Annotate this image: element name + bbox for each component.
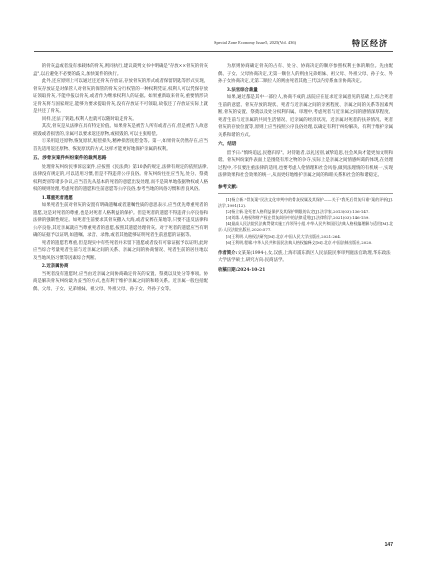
paragraph: 当死者没有遗愿时,应当由近亲属之间协商确定骨灰的安置、祭奠以及处分等事项。协商是解决骨灰纠纷最为妥当的方式,也有利于维护亲属之间的和睦关系。近亲属一般包括配偶、父母、子女、兄弟姐妹、祖父母、外祖父母、孙子女、外孙子女等。 <box>33 271 208 292</box>
subsection-heading-two: 2.近亲属协商 <box>41 264 69 269</box>
subsection-heading-one: 1.尊重死者遗愿 <box>41 195 73 201</box>
paragraph: 为原则协商确定骨灰的占有、处分、协商决定的顺序参照权利主体的顺位。先由配偶、子女、父母协商决定,无第一顺位人的则由兄弟姐妹、祖父母、外祖父母、孙子女、外孙子女协商决定,无第二顺位人的则由死者其他三代以内旁系血亲协商决定。 <box>218 64 393 84</box>
author-text: 文某某(1994-),女,汉族,上海市浦东新区人民法院民事审判庭法官助理,华东政法大学法学硕士,研究方向:民商法学。 <box>218 250 391 263</box>
references-divider <box>218 193 393 194</box>
section-heading-five: 五、涉骨灰案件纠纷案件的裁判思路 <box>33 156 107 161</box>
paragraph: 如果,通过都是其中一部位人,协商不成的,法院应在征求近亲属意见的基础上,综合死者生前的意愿、骨灰存放的现状、死者与近亲属之间的亲密程度、亲属之间的关系等因素判断,骨灰的安置、祭奠以及处分权利归属。审理中,考虑死者与近亲属之间的感情深厚程度、死者生前与近亲属的共同生活情况、近亲属的经济状况、近亲属对死者的扶养情况、死者骨灰的存放位置等,原则上应当按照公序良俗处理,以确定有利于纠纷解决、有利于维护亲属关系和谐的方式。 <box>218 95 393 138</box>
right-column <box>218 63 393 275</box>
paragraph: 其次,骨灰是从法律在具有特定价值。如果骨灰是被告人所有或者占有,但是被告人故意损毁或者损害的,亲属可以要求返还原物,或损毁的,可以主张赔偿。 <box>33 124 208 137</box>
paragraph: 留予日:"慎终追远,民德归厚"。对待逝者,以礼送别,诚挚追思,往会风尚才能更加文明和谐。骨灰纠纷案件表面上是围绕有形之物的争夺,实际上是亲属之间情感纠葛的体现,在处理过程中,不仅要注重法律的适用,也要考虑人伦情理和社会风俗,做到法理情的有机统一,实现法律效果和社会效果的统一,从而更好地维护亲属之间的和睦关系和社会的和谐稳定。 <box>218 150 393 178</box>
left-column <box>33 63 208 293</box>
references-list <box>218 197 393 246</box>
paragraph: 此外,还应原则上可以通过还还骨灰存放证,存放骨灰的形式或者保留钥匙等形式实现。骨灰存放证是对保管人对骨灰的保管的骨灰分行权管的一种权利凭证,权利人可以凭保存放证领取骨灰,不能申报以骨灰,或者作为继承权利人的证据。如果重新取来骨灰,重要情形决定骨灰将与国家规定,能够为要求提取骨灰,没有存放证不可领取,故依还了存放证实际上就是共还了骨灰。 <box>33 79 208 114</box>
paragraph: 的骨灰盒或者没有承载体的骨灰,则同执行,建议裁判文书中明确是"存放××骨灰的骨灰盒",以后避免不必要的歧义,加快案件的执行。 <box>33 64 208 77</box>
reference-item: [5]王利明.人格权法研究[M].北京:中国人民大学出版社,2021:264. <box>225 233 342 239</box>
header-divider <box>34 51 393 52</box>
author-label: 作者简介: <box>218 250 238 256</box>
reference-item: [4]最高人民法院民法典贯彻实施工作领导小组.中华人民共和国民法典人格权编理解与适用[M].北京:人民法院出版社,2020:577. <box>218 221 393 233</box>
reference-item: [6]王利明,程啸.中华人民共和国民法典人格权编释义[M].北京:中国法制出版社,2020. <box>225 239 373 245</box>
reference-item: [1]杨立新."骨灰案"民法文化审判中的骨灰权属及其保护——关于"我死后骨灰归谁"案的评析[J].法学,1991(12). <box>218 197 393 209</box>
page-number: 147 <box>384 542 393 548</box>
reference-item: [3]刘练.人格权和财产权在骨灰纠纷中的法律适用[J].法律科学,2021(03):146-159. <box>225 215 370 221</box>
paragraph: 死者的遗愿若尊重,但是现实中有些死者并未留下遗愿或者没有可靠证据予以证明,此时应当综合考量死者生前与近亲属之间的关系、亲属之间的协商情况、死者生前的居住地以及当地风俗习惯等因素综合判断。 <box>33 240 208 261</box>
subsection-heading-three: 3.法官综合裁量 <box>226 87 258 93</box>
paragraph: 处理骨灰纠纷民事诉讼案件,应按照《民法典》第10条的规定,法律有规定的依照法律,法律没有规定的,可以适用习惯,但是不得违背公序良俗。骨灰纠纷往往应当先,处分、祭奠权利类别等诸多争议,应当首先从基本的死者的意愿出发处理,而不是简单地依据物权或人格权的规则处理,考虑死者的遗愿和生前意愿等公序良俗,参考当地的风俗习惯和善良风俗。 <box>33 164 208 192</box>
paragraph: 如果死者生前对骨灰的安置有明确遗嘱或者遗嘱性质的意思表示,应当优先尊重死者的遗愿,这是对死者的尊重,也是对死者人格利益的保护。但是死者的遗愿不得违背公序良俗和法律的强制性规定。如死者生前要求其骨灰撒入大海,或者安葬在某地等,只要不违反法律和公序良俗,其近亲属就应当尊重死者的意愿,按照其遗愿处理骨灰。对于死者的遗愿应当有明确的证据予以证明,如遗嘱、录音、录像,或者其他能够证明死者生前意愿的证据等。 <box>33 203 208 238</box>
paragraph: 同样,还法了钥匙,权利人也就可以随时取走骨灰。 <box>41 116 137 122</box>
journal-logo: 特区经济 <box>352 38 388 48</box>
journal-issue-info: Special Zone Economy Issue5, 2025(Vol. 436) <box>214 40 296 45</box>
paragraph: ①采用返还原物,恢复原状,赔偿损失,精神损害抚慰金等。第一,如果骨灰仍然存在,应当首先适用返还原物、恢复原状的方式,这样才能更好地保护亲属的权利。 <box>33 139 208 152</box>
reference-item: [2]杨立新.论死者人格利益保护及其保护期限的认定[J].法学家,2013(03):136-147. <box>225 209 370 215</box>
section-heading-six: 六、结语 <box>218 142 237 147</box>
references-title: 参考文献: <box>218 184 238 190</box>
author-info <box>218 250 393 264</box>
received-date: 收稿日期:2024-10-21 <box>218 268 266 274</box>
